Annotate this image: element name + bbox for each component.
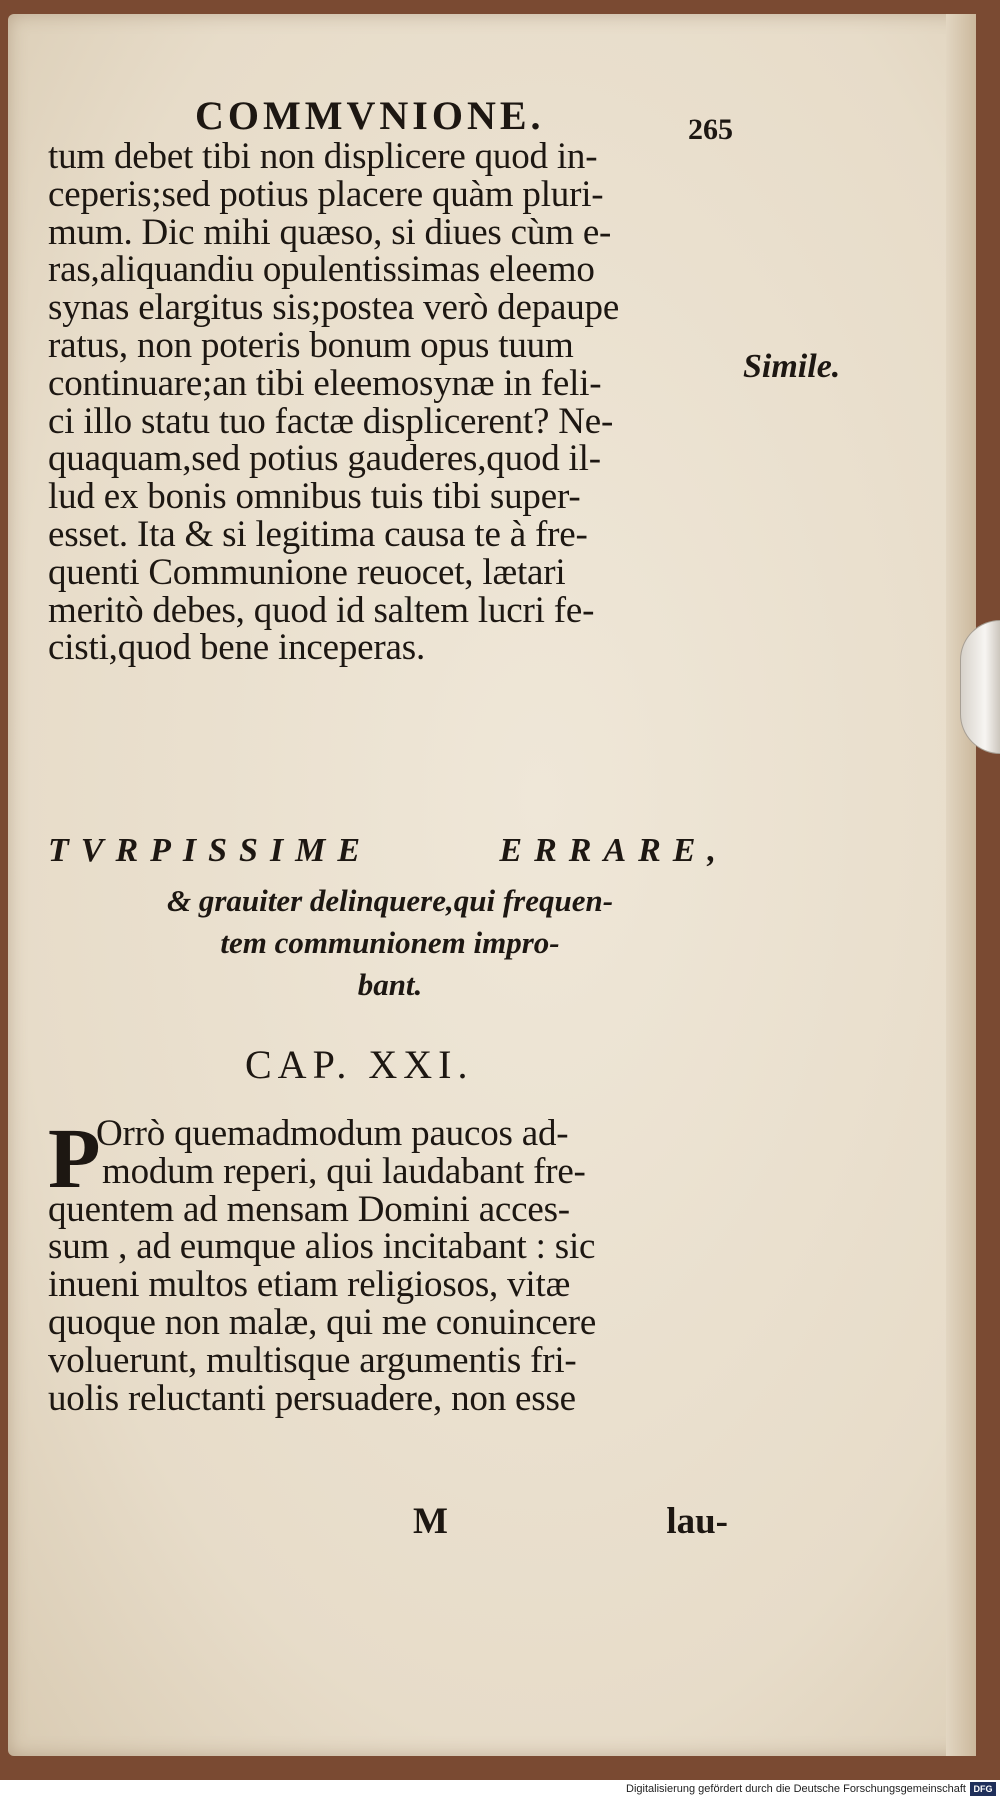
chapter-line: Orrò quemadmodum paucos ad- <box>96 1113 569 1154</box>
drop-cap: P <box>48 1110 101 1206</box>
section-heading-caps <box>48 832 728 870</box>
body-line: synas elargitus sis;postea verò depaupe <box>48 287 620 329</box>
body-line: esset. Ita & si legitima causa te à fre- <box>48 513 588 555</box>
digitization-credit: Digitalisierung gefördert durch die Deutsche Forschungsgemeinschaft <box>626 1783 966 1795</box>
heading-word: ERRARE, <box>499 832 728 869</box>
body-line: quaquam,sed potius gauderes,quod il- <box>48 438 601 480</box>
chapter-line: modum reperi, qui laudabant fre- <box>102 1150 586 1192</box>
chapter-text <box>48 1110 748 1419</box>
heading-word: TVRPISSIME <box>48 832 373 869</box>
body-line: meritò debes, quod id saltem lucri fe- <box>48 589 595 631</box>
body-line: ratus, non poteris bonum opus tuum <box>48 324 574 366</box>
signature-mark: M <box>413 1501 448 1542</box>
page-clip-tab <box>960 620 1000 754</box>
page-edge <box>946 14 976 1756</box>
chapter-line: uolis reluctanti persuadere, non esse <box>48 1377 576 1419</box>
body-line: lud ex bonis omnibus tuis tibi super- <box>48 476 581 518</box>
body-line: ci illo statu tuo factæ displicerent? Ne- <box>48 400 614 442</box>
body-line: mum. Dic mihi quæso, si diues cùm e- <box>48 211 612 253</box>
chapter-line: quentem ad mensam Domini acces- <box>48 1188 570 1230</box>
body-line: continuare;an tibi eleemosynæ in feli- <box>48 362 602 404</box>
body-line: cisti,quod bene inceperas. <box>48 627 425 669</box>
heading-line: bant. <box>357 967 423 1002</box>
dfg-logo-icon: DFG <box>970 1782 996 1796</box>
body-text <box>48 138 748 667</box>
body-line: quenti Communione reuocet, lætari <box>48 551 566 593</box>
catchword: lau- <box>666 1501 728 1542</box>
body-line: ras,aliquandiu opulentissimas eleemo <box>48 249 595 291</box>
marginal-note: Simile. <box>743 348 841 385</box>
section-heading-italic <box>90 880 690 1006</box>
page-number: 265 <box>688 113 733 146</box>
heading-line: tem communionem impro- <box>220 925 560 960</box>
body-line: tum debet tibi non displicere quod in- <box>48 136 598 177</box>
chapter-title: CAP. XXI. <box>245 1042 474 1087</box>
chapter-line: sum , ad eumque alios incitabant : sic <box>48 1226 596 1268</box>
heading-line: & grauiter delinquere,qui frequen- <box>166 883 614 918</box>
chapter-line: quoque non malæ, qui me conuincere <box>48 1301 597 1343</box>
running-head: COMMVNIONE. <box>195 93 545 138</box>
body-line: ceperis;sed potius placere quàm pluri- <box>48 173 604 215</box>
chapter-line: inueni multos etiam religiosos, vitæ <box>48 1264 571 1306</box>
chapter-line: voluerunt, multisque argumentis fri- <box>48 1339 577 1381</box>
